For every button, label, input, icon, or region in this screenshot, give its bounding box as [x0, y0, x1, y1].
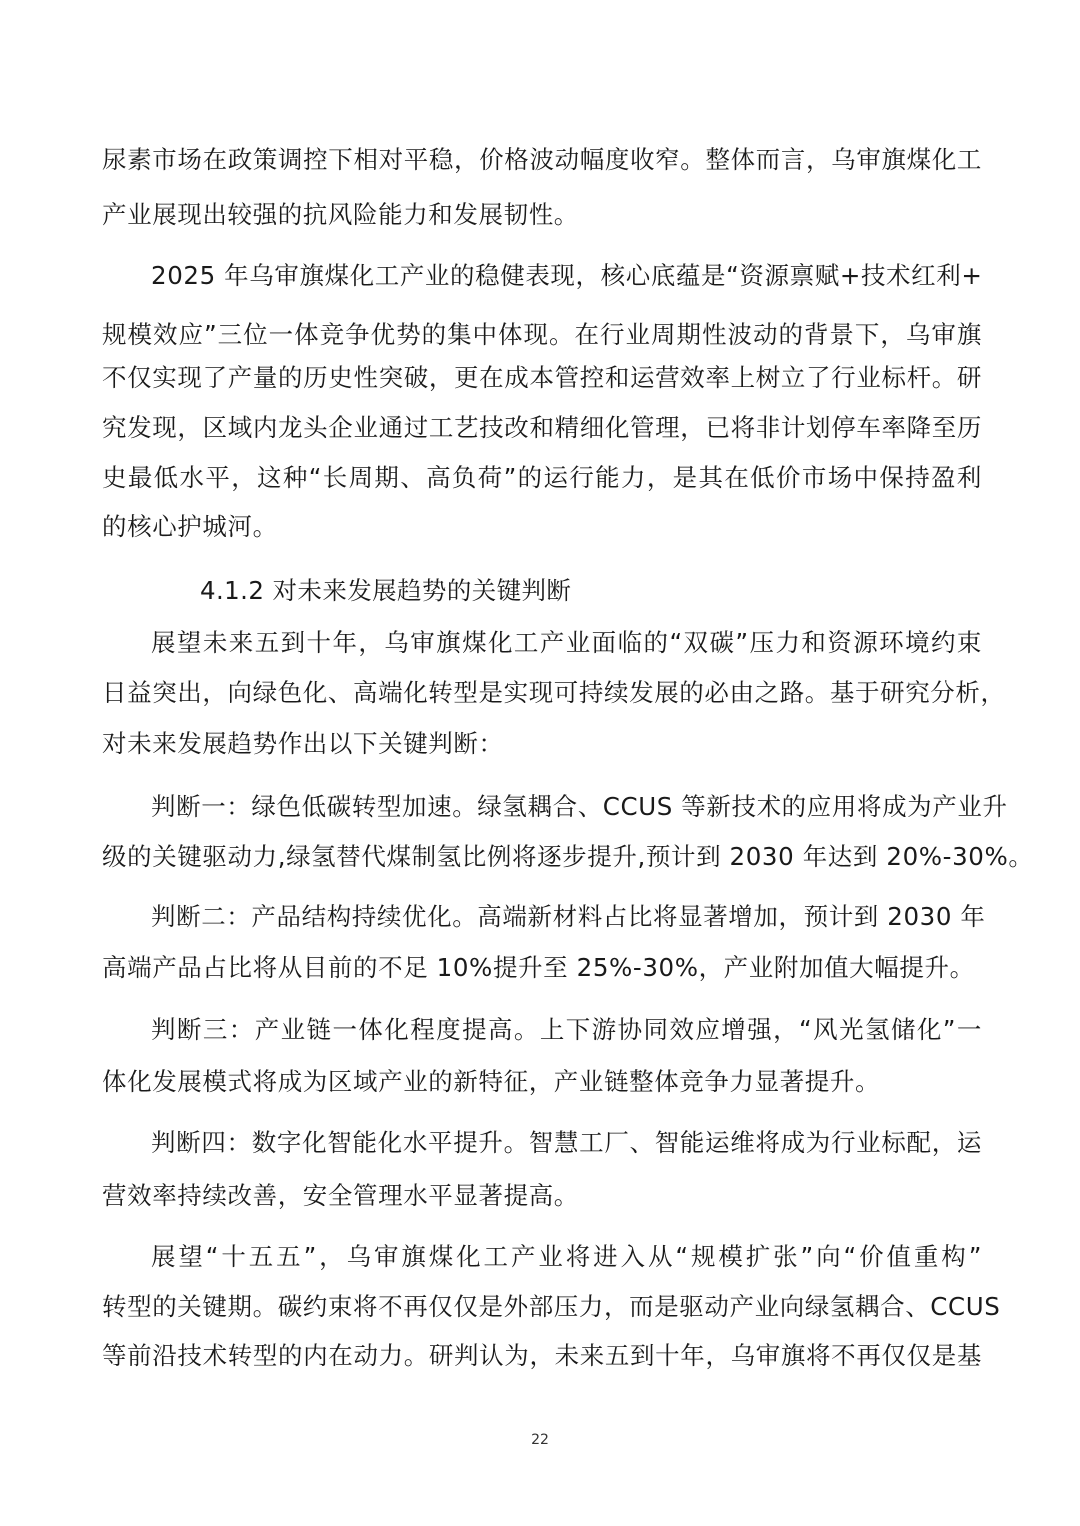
body-text-line: 展望未来五到十年，乌审旗煤化工产业面临的“双碳”压力和资源环境约束 [151, 628, 982, 657]
body-text-line: 史最低水平，这种“长周期、高负荷”的运行能力，是其在低价市场中保持盈利 [102, 463, 982, 492]
body-text-line: 日益突出，向绿色化、高端化转型是实现可持续发展的必由之路。基于研究分析， [102, 678, 1006, 707]
body-text-line: 尿素市场在政策调控下相对平稳，价格波动幅度收窄。整体而言，乌审旗煤化工 [102, 145, 982, 174]
section-heading: 4.1.2 对未来发展趋势的关键判断 [200, 576, 572, 605]
body-text-line: 判断三：产业链一体化程度提高。上下游协同效应增强，“风光氢储化”一 [151, 1015, 982, 1044]
body-text-line: 究发现，区域内龙头企业通过工艺技改和精细化管理，已将非计划停车率降至历 [102, 413, 982, 442]
body-text-line: 转型的关键期。碳约束将不再仅仅是外部压力，而是驱动产业向绿氢耦合、CCUS [102, 1292, 1001, 1321]
body-text-line: 规模效应”三位一体竞争优势的集中体现。在行业周期性波动的背景下，乌审旗 [102, 320, 982, 349]
body-text-line: 对未来发展趋势作出以下关键判断： [102, 729, 504, 758]
body-text-line: 的核心护城河。 [102, 512, 278, 541]
body-text-line: 高端产品占比将从目前的不足 10%提升至 25%-30%，产业附加值大幅提升。 [102, 953, 975, 982]
body-text-line: 营效率持续改善，安全管理水平显著提高。 [102, 1181, 579, 1210]
page-number: 22 [531, 1432, 549, 1448]
body-text-line: 判断一：绿色低碳转型加速。绿氢耦合、CCUS 等新技术的应用将成为产业升 [151, 792, 1008, 821]
body-text-line: 判断二：产品结构持续优化。高端新材料占比将显著增加，预计到 2030 年 [151, 902, 986, 931]
body-text-line: 展望“十五五”，乌审旗煤化工产业将进入从“规模扩张”向“价值重构” [151, 1242, 982, 1271]
body-text-line: 判断四：数字化智能化水平提升。智慧工厂、智能运维将成为行业标配，运 [151, 1128, 982, 1157]
body-text-line: 级的关键驱动力,绿氢替代煤制氢比例将逐步提升,预计到 2030 年达到 20%-30%。 [102, 842, 1034, 871]
body-text-line: 产业展现出较强的抗风险能力和发展韧性。 [102, 200, 579, 229]
body-text-line: 2025 年乌审旗煤化工产业的稳健表现，核心底蕴是“资源禀赋+技术红利+ [151, 261, 983, 290]
body-text-line: 体化发展模式将成为区域产业的新特征，产业链整体竞争力显著提升。 [102, 1067, 881, 1096]
body-text-line: 等前沿技术转型的内在动力。研判认为，未来五到十年，乌审旗将不再仅仅是基 [102, 1341, 982, 1370]
body-text-line: 不仅实现了产量的历史性突破，更在成本管控和运营效率上树立了行业标杆。研 [102, 363, 982, 392]
